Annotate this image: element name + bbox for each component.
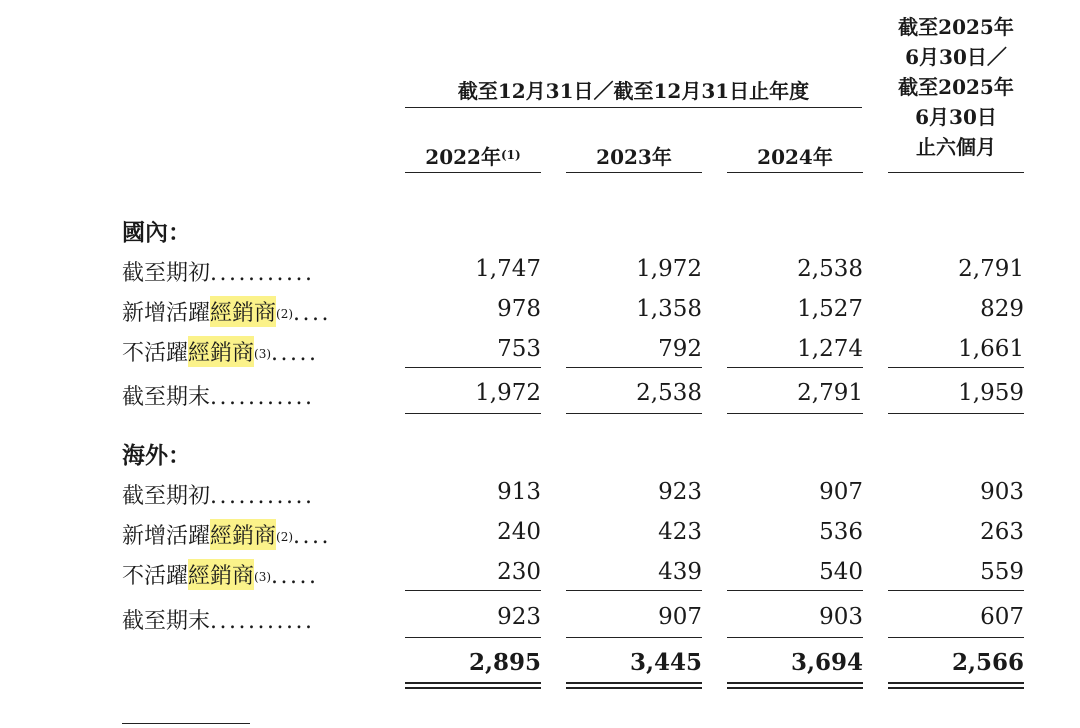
highlighted-term: 經銷商 [188,559,254,590]
highlighted-term: 經銷商 [188,336,254,367]
table-cell: 240 [497,519,541,545]
table-cell: 1,527 [797,296,863,322]
table-cell: 903 [819,604,863,630]
footnote-ref: (3) [254,347,272,361]
table-cell: 607 [980,604,1024,630]
cell-rule [727,367,863,368]
total-double-rule [888,687,1024,689]
cell-rule [405,413,541,414]
table-cell: 907 [819,479,863,505]
highlighted-term: 經銷商 [210,519,276,550]
table-cell: 753 [497,336,541,362]
leader-dots: ..... [271,564,319,589]
section-title-domestic: 國內： [122,219,191,246]
total-cell: 3,445 [629,649,702,676]
total-double-rule [888,682,1024,684]
table-cell: 978 [497,296,541,322]
table-cell: 792 [658,336,702,362]
table-cell: 913 [497,479,541,505]
total-double-rule [405,682,541,684]
table-cell: 923 [497,604,541,630]
right-header-line: 6月30日／ [905,45,1007,69]
leader-dots: ..... [271,341,319,366]
leader-dots: ........... [210,385,315,410]
table-cell: 2,791 [958,256,1024,282]
column-header-2022: 2022年$^{(1)}$ [425,145,521,169]
table-cell: 1,274 [797,336,863,362]
column-header-rule [888,172,1024,173]
total-double-rule [727,682,863,684]
leader-dots: .... [293,524,332,549]
row-label [122,256,374,287]
cell-rule [566,590,702,591]
table-cell: 2,538 [797,256,863,282]
section-title-overseas: 海外： [122,442,191,469]
total-double-rule [566,687,702,689]
highlighted-term: 經銷商 [210,296,276,327]
row-label-text: 新增活躍 [122,524,211,549]
cell-rule [727,637,863,638]
period-group-header: 截至12月31日／截至12月31日止年度 [457,79,810,103]
table-cell: 1,972 [636,256,702,282]
table-cell: 559 [980,559,1024,585]
table-cell: 540 [819,559,863,585]
column-header-2024: 2024年 [757,145,833,169]
table-cell: 439 [658,559,702,585]
cell-rule [566,367,702,368]
leader-dots: .... [293,301,332,326]
row-label [122,296,374,327]
row-label [122,559,374,590]
total-cell: 3,694 [790,649,863,676]
column-header-rule [405,172,541,173]
right-header-line: 6月30日 [915,105,997,129]
cell-rule [566,413,702,414]
leader-dots: ........... [210,484,315,509]
table-cell: 1,959 [958,380,1024,406]
right-header-line: 截至2025年 [898,75,1014,99]
total-double-rule [727,687,863,689]
total-double-rule [566,682,702,684]
table-cell: 1,747 [475,256,541,282]
table-cell: 263 [980,519,1024,545]
cell-rule [727,413,863,414]
table-cell: 923 [658,479,702,505]
total-double-rule [405,687,541,689]
table-cell: 829 [980,296,1024,322]
table-cell: 907 [658,604,702,630]
right-header-line: 止六個月 [916,135,996,159]
cell-rule [405,367,541,368]
table-cell: 2,791 [797,380,863,406]
row-label-text: 不活躍 [122,564,189,589]
row-label [122,604,374,635]
footnote-ref: (1) [500,148,521,162]
row-label-text: 不活躍 [122,341,189,366]
table-cell: 230 [497,559,541,585]
row-label [122,336,374,367]
footnote-ref: (3) [254,570,272,584]
row-label-text: 截至期末 [122,385,211,410]
cell-rule [888,413,1024,414]
column-header-rule [727,172,863,173]
column-header-2023: 2023年 [596,145,672,169]
total-cell: 2,566 [951,649,1024,676]
table-cell: 1,358 [636,296,702,322]
table-cell: 423 [658,519,702,545]
total-cell: 2,895 [468,649,541,676]
group-header-rule [405,107,862,108]
table-cell: 1,972 [475,380,541,406]
row-label-text: 截至期末 [122,609,211,634]
cell-rule [888,637,1024,638]
footnote-ref: (2) [276,307,294,321]
footnote-ref: (2) [276,530,294,544]
column-header-rule [566,172,702,173]
table-cell: 903 [980,479,1024,505]
footnote-divider [122,723,250,724]
cell-rule [888,590,1024,591]
table-cell: 536 [819,519,863,545]
cell-rule [405,637,541,638]
row-label-text: 截至期初 [122,261,211,286]
cell-rule [405,590,541,591]
right-column-header [888,12,1024,162]
row-label-text: 新增活躍 [122,301,211,326]
cell-rule [888,367,1024,368]
right-header-line: 截至2025年 [898,15,1014,39]
row-label-text: 截至期初 [122,484,211,509]
cell-rule [566,637,702,638]
leader-dots: ........... [210,261,315,286]
leader-dots: ........... [210,609,315,634]
row-label [122,479,374,510]
cell-rule [727,590,863,591]
row-label [122,519,374,550]
table-cell: 2,538 [636,380,702,406]
row-label [122,380,374,411]
table-cell: 1,661 [958,336,1024,362]
